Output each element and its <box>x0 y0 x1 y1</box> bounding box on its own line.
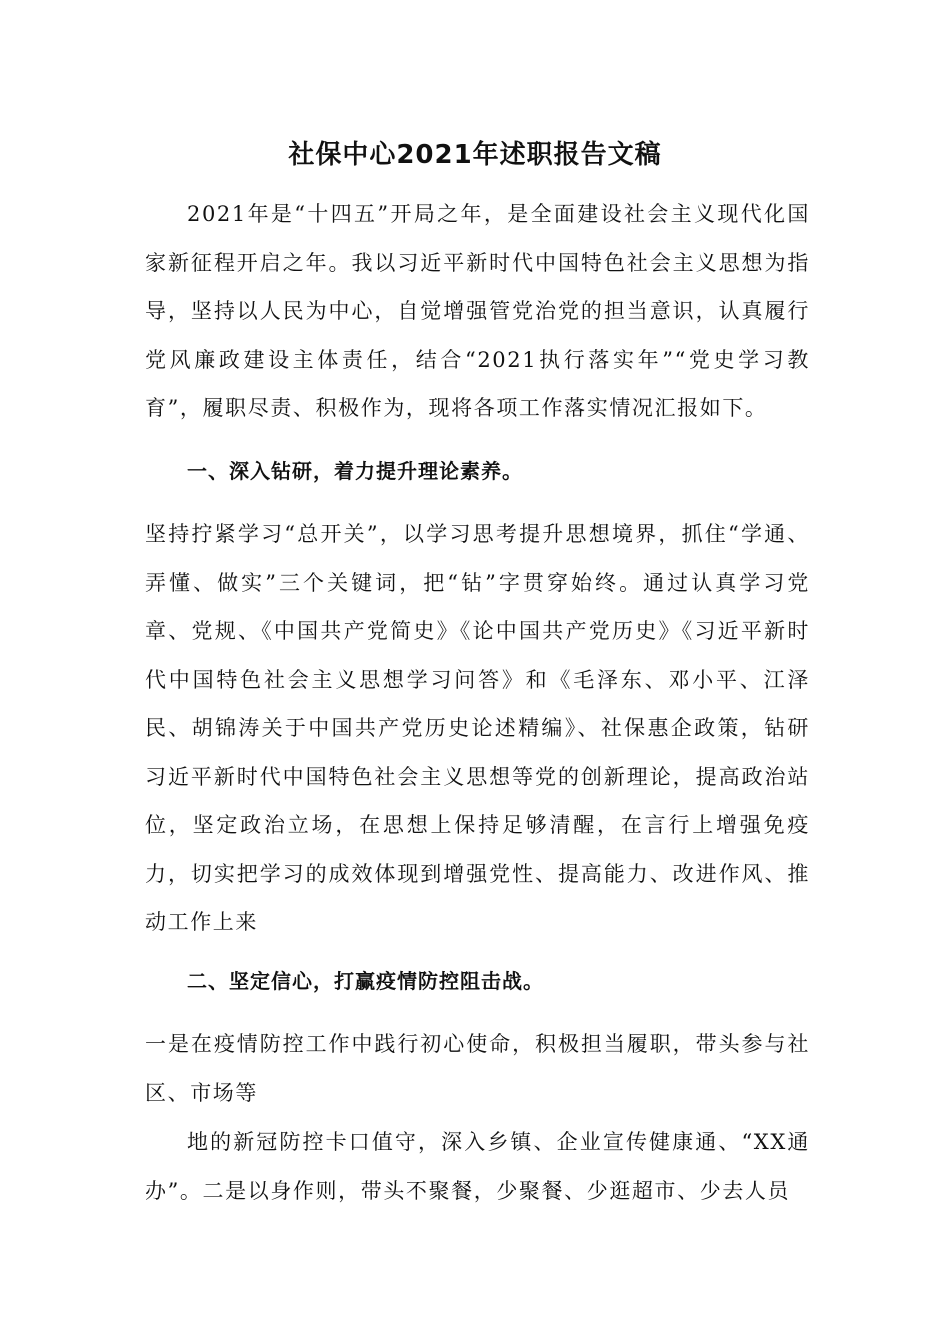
section-2-paragraph-2: 地的新冠防控卡口值守，深入乡镇、企业宣传健康通、“XX通办”。二是以身作则，带头不聚餐，少聚餐、少逛超市、少去人员 <box>145 1130 810 1203</box>
document-title: 社保中心2021年述职报告文稿 <box>288 140 662 170</box>
section-heading-2: 二、坚定信心，打赢疫情防控阻击战。 <box>187 969 544 993</box>
section-heading-1: 一、深入钻研，着力提升理论素养。 <box>187 459 523 483</box>
section-1-paragraph: 坚持拧紧学习“总开关”，以学习思考提升思想境界，抓住“学通、弄懂、做实”三个关键词，把“钻”字贯穿始终。通过认真学习党章、党规、《中国共产党简史》《论中国共产党历史》《习近平新时代中国特色社会主义思想学习问答》和《毛泽东、邓小平、江泽民、胡锦涛关于中国共产党历史论述精编》、社保惠企政策，钻研习近平新时代中国特色社会主义思想等党的创新理论，提高政治站位，坚定政治立场，在思想上保持足够清醒，在言行上增强免疫力，切实把学习的成效体现到增强党性、提高能力、改进作风、推动工作上来 <box>145 522 810 934</box>
intro-paragraph: 2021年是“十四五”开局之年，是全面建设社会主义现代化国家新征程开启之年。我以习近平新时代中国特色社会主义思想为指导，坚持以人民为中心，自觉增强管党治党的担当意识，认真履行党风廉政建设主体责任，结合“2021执行落实年”“党史学习教育”，履职尽责、积极作为，现将各项工作落实情况汇报如下。 <box>145 202 810 420</box>
section-2-paragraph-1: 一是在疫情防控工作中践行初心使命，积极担当履职，带头参与社区、市场等 <box>145 1032 810 1105</box>
